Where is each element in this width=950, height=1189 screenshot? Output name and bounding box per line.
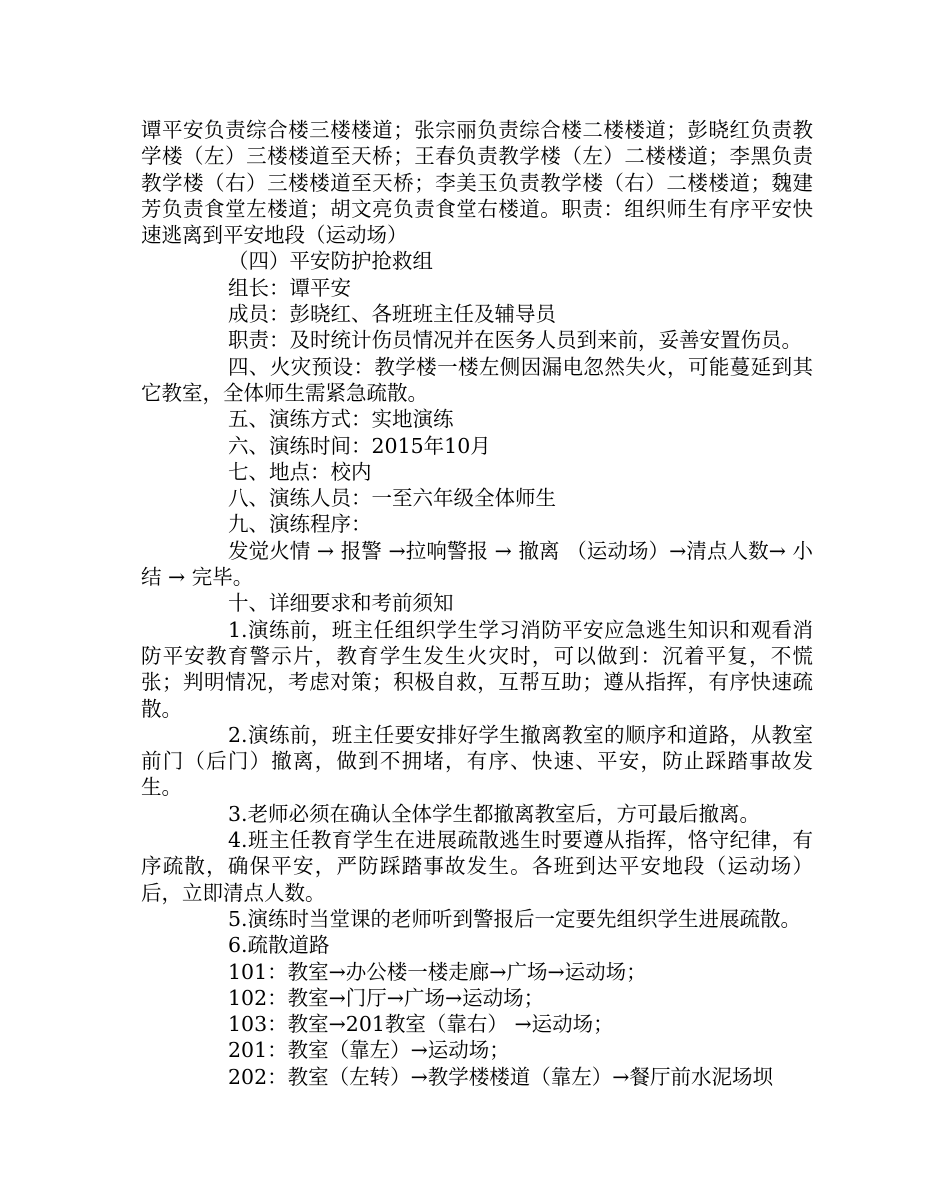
paragraph-4: 成员：彭晓红、各班班主任及辅导员 xyxy=(228,302,556,327)
paragraph-17: 4.班主任教育学生在进展疏散逃生时要遵从指挥，恪守纪律，有序疏散，确保平安，严防踩踏事故发生。各班到达平安地段（运动场）后，立即清点人数。 xyxy=(141,828,813,905)
paragraph-23: 201：教室（靠左）→运动场； xyxy=(228,1038,510,1063)
paragraph-22: 103：教室→201教室（靠右） →运动场； xyxy=(228,1012,614,1037)
paragraph-16: 3.老师必须在确认全体学生都撤离教室后，方可最后撤离。 xyxy=(228,801,761,826)
paragraph-2: （四）平安防护抢救组 xyxy=(228,249,433,274)
paragraph-19: 6.疏散道路 xyxy=(228,933,330,958)
paragraph-15: 2.演练前，班主任要安排好学生撤离教室的顺序和道路，从教室前门（后门）撤离，做到不拥堵，有序、快速、平安，防止踩踏事故发生。 xyxy=(141,722,813,800)
paragraph-1: 谭平安负责综合楼三楼楼道；张宗丽负责综合楼二楼楼道；彭晓红负责教学楼（左）三楼楼道至天桥；王春负责教学楼（左）二楼楼道；李黑负责教学楼（右）三楼楼道至天桥；李美玉负责教学楼（右）二楼楼道；魏建芳负责食堂左楼道；胡文亮负责食堂右楼道。职责：组织师生有序平安快速逃离到平安地段（运动场） xyxy=(141,118,813,248)
paragraph-24: 202：教室（左转）→教学楼楼道（靠左）→餐厅前水泥场坝 xyxy=(228,1064,773,1089)
paragraph-10: 八、演练人员：一至六年级全体师生 xyxy=(228,486,556,511)
document-page xyxy=(141,117,813,1090)
paragraph-20: 101：教室→办公楼一楼走廊→广场→运动场； xyxy=(228,959,647,984)
paragraph-8: 六、演练时间：2015年10月 xyxy=(228,433,491,458)
paragraph-12: 发觉火情 → 报警 →拉响警报 → 撤离 （运动场）→清点人数→ 小结 → 完毕。 xyxy=(141,538,813,590)
paragraph-3: 组长：谭平安 xyxy=(228,275,351,300)
paragraph-6: 四、火灾预设：教学楼一楼左侧因漏电忽然失火，可能蔓延到其它教室，全体师生需紧急疏散。 xyxy=(141,354,813,405)
paragraph-5: 职责：及时统计伤员情况并在医务人员到来前，妥善安置伤员。 xyxy=(228,328,802,353)
paragraph-7: 五、演练方式：实地演练 xyxy=(228,407,454,432)
paragraph-18: 5.演练时当堂课的老师听到警报后一定要先组织学生进展疏散。 xyxy=(228,906,802,931)
paragraph-13: 十、详细要求和考前须知 xyxy=(228,591,454,616)
paragraph-11: 九、演练程序： xyxy=(228,512,372,537)
paragraph-9: 七、地点：校内 xyxy=(228,459,372,484)
paragraph-14: 1.演练前，班主任组织学生学习消防平安应急逃生知识和观看消防平安教育警示片，教育学生发生火灾时，可以做到：沉着平复，不慌张；判明情况，考虑对策；积极自救，互帮互助；遵从指挥，有序快速疏散。 xyxy=(141,617,813,721)
paragraph-21: 102：教室→门厅→广场→运动场； xyxy=(228,985,545,1010)
